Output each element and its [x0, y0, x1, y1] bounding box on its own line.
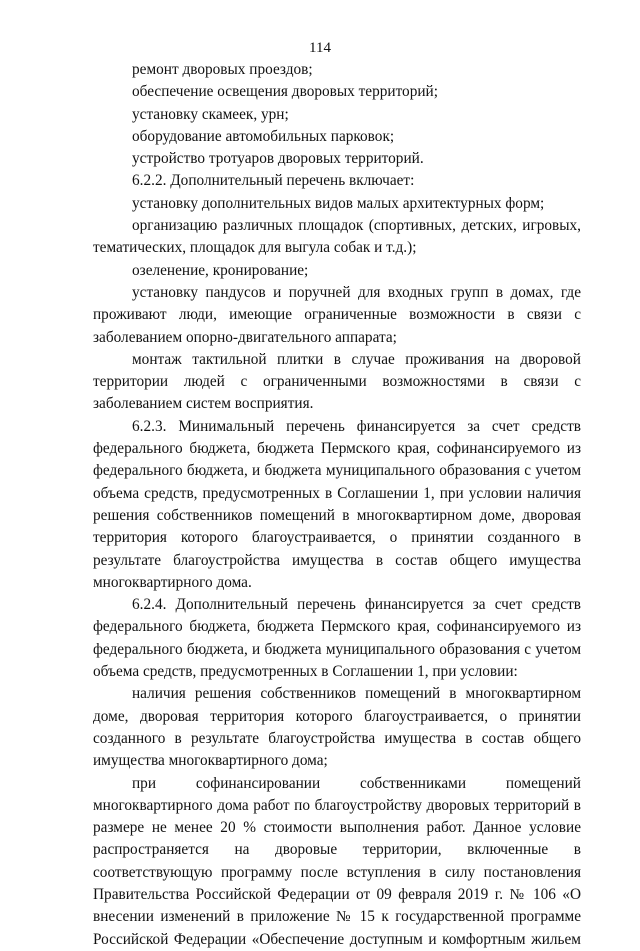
paragraph-6: 6.2.2. Дополнительный перечень включает: — [132, 172, 415, 190]
paragraph-11: монтаж тактильной плитки в случае проживания на дворовой территории людей с ограниченными возможностями в связи с заболеванием систем восприятия. — [93, 350, 581, 413]
paragraph-12: 6.2.3. Минимальный перечень финансируется за счет средств федерального бюджета, бюджета Пермского края, софинансируемого из федерального бюджета, и бюджета муниципального образования с учетом объема средств, предусмотренных в Соглашении 1, при условии наличия решения собственников помещений в многоквартирном доме, дворовая территория которого благоустраивается, о принятии созданного в результате благоустройства имущества в состав общего имущества многоквартирного дома. — [93, 417, 581, 591]
paragraph-4: оборудование автомобильных парковок; — [132, 127, 395, 145]
paragraph-8: организацию различных площадок (спортивных, детских, игровых, тематических, площадок для выгула собак и т.д.); — [93, 217, 581, 257]
paragraph-1: ремонт дворовых проездов; — [132, 61, 313, 78]
paragraph-7: установку дополнительных видов малых архитектурных форм; — [132, 194, 545, 212]
paragraph-13: 6.2.4. Дополнительный перечень финансируется за счет средств федерального бюджета, бюджета Пермского края, софинансируемого из федерального бюджета, и бюджета муниципального образования с учетом объема средств, предусмотренных в Соглашении 1, при условии: — [93, 596, 581, 681]
paragraph-14: наличия решения собственников помещений в многоквартирном доме, дворовая территория которого благоустраивается, о принятии созданного в результате благоустройства имущества в состав общего имущества многоквартирного дома; — [93, 685, 581, 770]
paragraph-10: установку пандусов и поручней для входных групп в домах, где проживают люди, имеющие ограниченные возможности в связи с заболеванием опорно-двигательного аппарата; — [93, 283, 581, 346]
paragraph-3: установку скамеек, урн; — [132, 105, 289, 123]
paragraph-9: озеленение, кронирование; — [132, 261, 309, 279]
paragraph-15: при софинансировании собственниками помещений многоквартирного дома работ по благоустройству дворовых территорий в размере не менее 20 % стоимости выполнения работ. Данное условие распространяется на дворовые территории, включенные в соответствующую программу после вступления в силу постановления Правительства Российской Федерации от 09 февраля 2019 г. № 106 «О внесении изменений в приложение № 15 к государственной программе Российской Федерации «Обеспечение доступным и комфортным жильем — [93, 774, 581, 948]
paragraph-5: устройство тротуаров дворовых территорий. — [132, 150, 424, 168]
paragraph-2: обеспечение освещения дворовых территорий; — [132, 83, 438, 101]
document-body — [93, 59, 581, 951]
page-number: 114 — [309, 40, 331, 56]
